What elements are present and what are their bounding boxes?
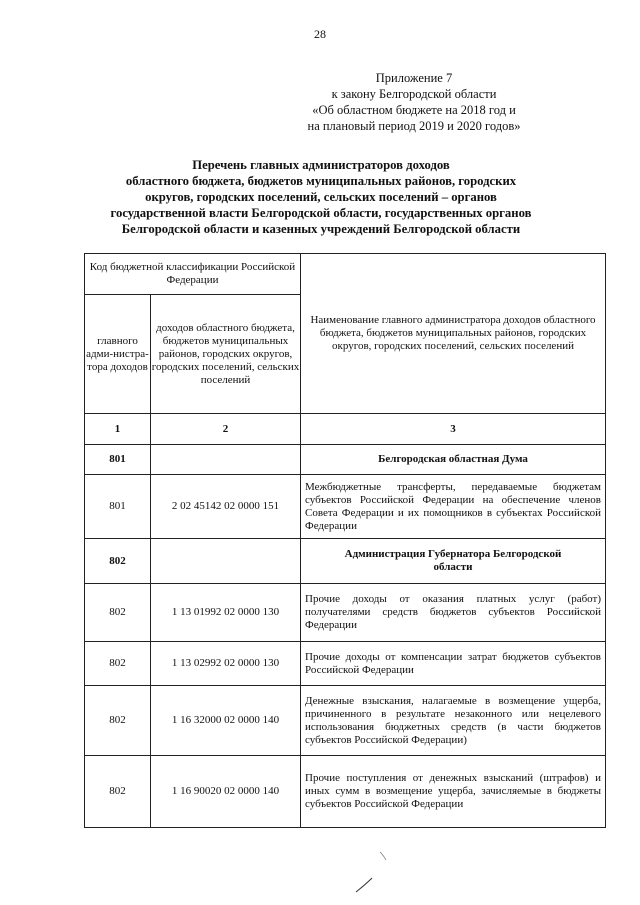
revenue-code-cell: 1 16 90020 02 0000 140 [151,756,301,828]
revenue-code-cell: 1 13 01992 02 0000 130 [151,584,301,642]
column-number: 2 [151,414,301,445]
administrator-name-cell: Белгородская областная Дума [301,445,606,475]
header-main-administrator: главного адми-нистра-тора доходов [85,295,151,414]
revenue-code-cell: 1 16 32000 02 0000 140 [151,686,301,756]
admin-code-cell: 801 [85,445,151,475]
column-number: 3 [301,414,606,445]
revenue-description-cell: Денежные взыскания, налагаемые в возмещение ущерба, причиненного в результате незаконного или нецелевого использования бюджетных средств (в части бюджетов субъектов Российской Федерации) [301,686,606,756]
title-line: округов, городских поселений, сельских поселений – органов [145,190,497,204]
revenue-code-cell: 2 02 45142 02 0000 151 [151,475,301,539]
appendix-line: к закону Белгородской области [331,87,497,101]
appendix-line: на плановый период 2019 и 2020 годов» [307,119,521,133]
appendix-line: Приложение 7 [375,71,453,85]
header-budget-classification: Код бюджетной классификации Российской Федерации [85,254,301,295]
page-number: 28 [314,27,326,41]
revenue-description-cell: Межбюджетные трансферты, передаваемые бюджетам субъектов Российской Федерации на обеспечение членов Совета Федерации и их помощников в субъектах Российской Федерации [301,475,606,539]
title-line: государственной власти Белгородской области, государственных органов [110,206,532,220]
header-revenue-code: доходов областного бюджета, бюджетов муниципальных районов, городских округов, городских поселений, сельских поселений [151,295,301,414]
pen-mark [350,848,410,898]
title-line: Перечень главных администраторов доходов [192,158,450,172]
admin-code-cell: 802 [85,686,151,756]
appendix-line: «Об областном бюджете на 2018 год и [312,103,516,117]
column-number: 1 [85,414,151,445]
revenue-code-cell: 1 13 02992 02 0000 130 [151,642,301,686]
revenue-code-cell [151,445,301,475]
title-line: Белгородской области и казенных учреждений Белгородской области [121,222,521,236]
revenue-description-cell: Прочие поступления от денежных взысканий (штрафов) и иных сумм в возмещение ущерба, зачисляемые в бюджеты субъектов Российской Федерации [301,756,606,828]
title-line: областного бюджета, бюджетов муниципальных районов, городских [125,174,517,188]
admin-code-cell: 802 [85,584,151,642]
revenue-code-cell [151,539,301,584]
admin-code-cell: 802 [85,642,151,686]
revenue-description-cell: Прочие доходы от оказания платных услуг (работ) получателями средств бюджетов субъектов Российской Федерации [301,584,606,642]
appendix-header [250,70,578,134]
document-title [60,157,582,237]
admin-code-cell: 802 [85,539,151,584]
header-administrator-name: Наименование главного администратора доходов областного бюджета, бюджетов муниципальных районов, городских округов, городских поселений, сельских поселений [301,254,606,414]
admin-code-cell: 802 [85,756,151,828]
revenue-description-cell: Прочие доходы от компенсации затрат бюджетов субъектов Российской Федерации [301,642,606,686]
administrators-table [84,253,606,828]
administrator-name-cell: Администрация Губернатора Белгородской области [301,539,606,584]
admin-code-cell: 801 [85,475,151,539]
